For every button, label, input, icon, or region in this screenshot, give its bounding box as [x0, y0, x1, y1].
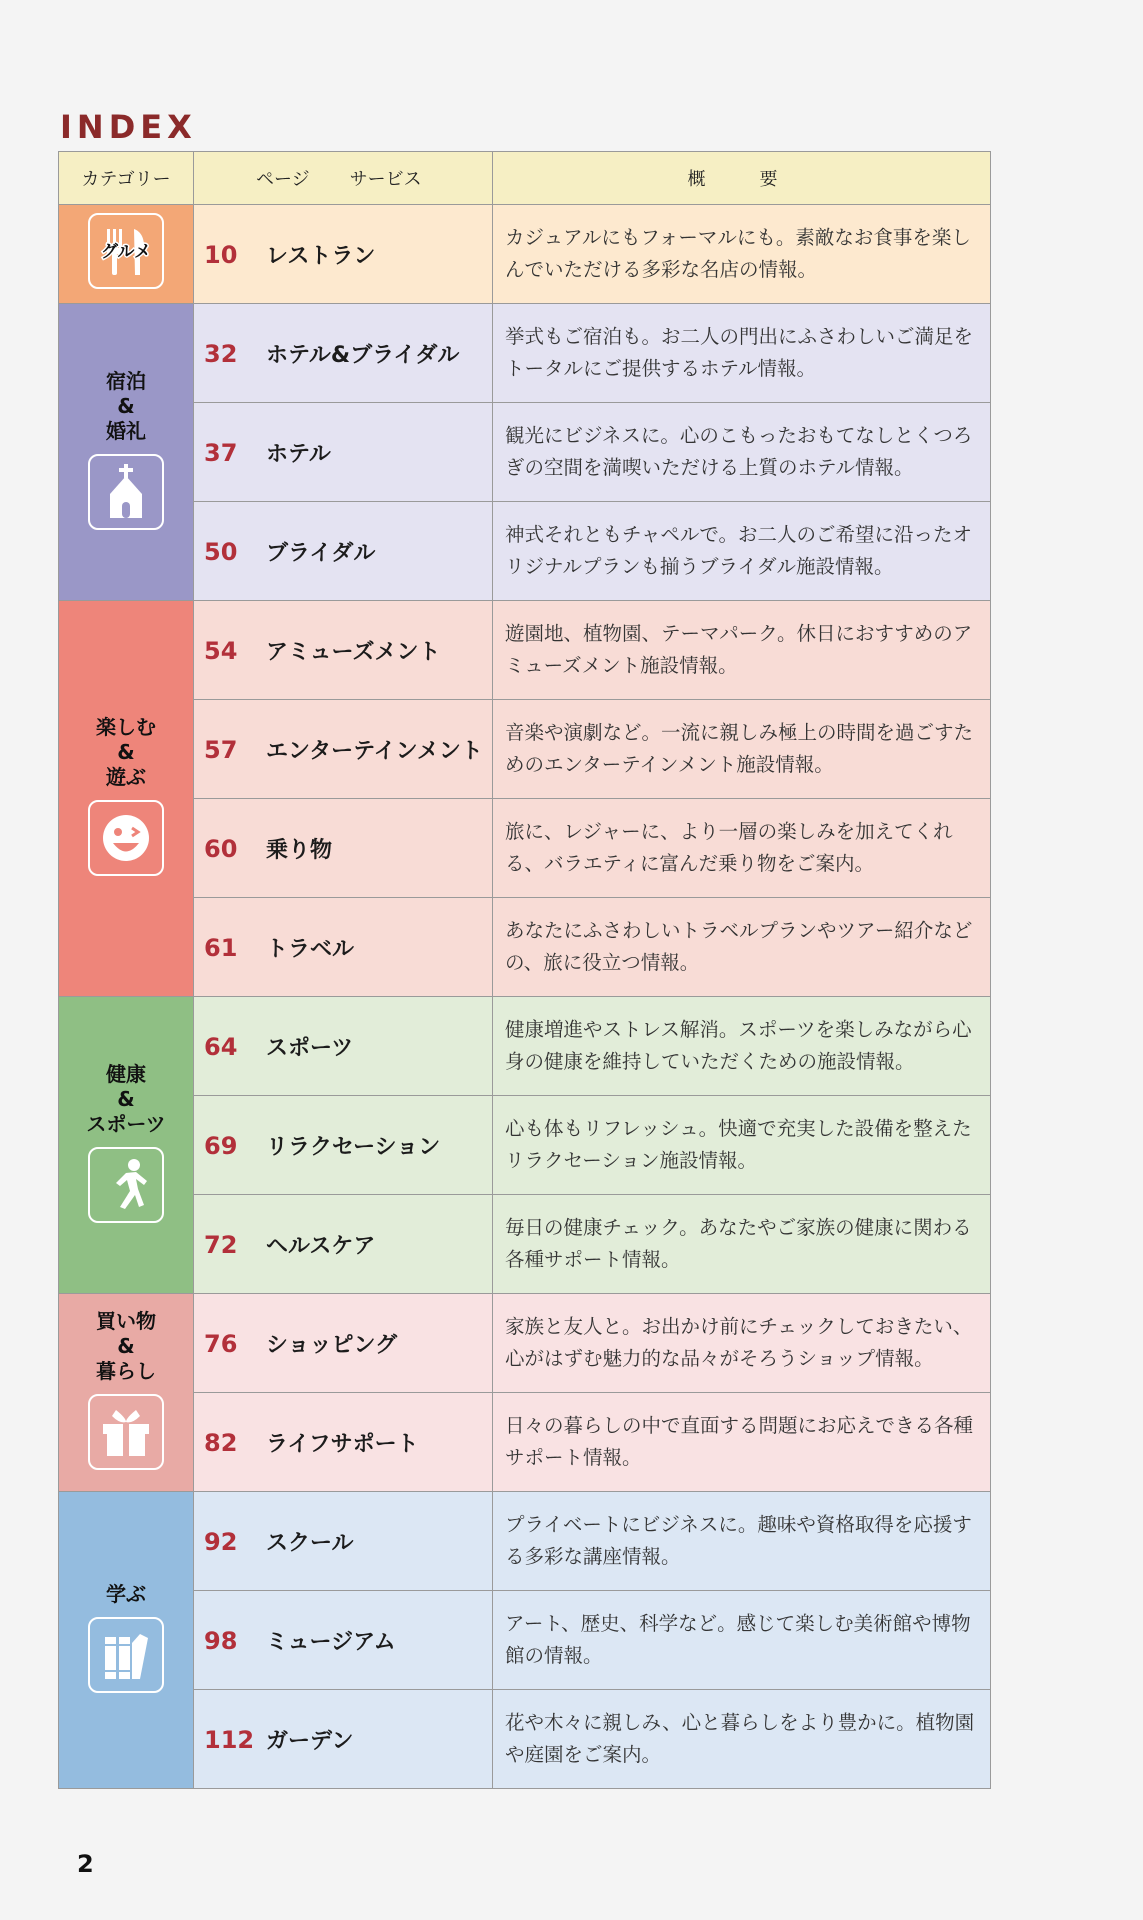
page-number-cell: 69 — [204, 1131, 238, 1160]
description-cell: 神式それともチャペルで。お二人のご希望に沿ったオリジナルプランも揃うブライダル施設情報。 — [493, 502, 991, 601]
category-label: 健康 & スポーツ — [86, 1061, 166, 1136]
service-cell — [194, 898, 493, 997]
description-cell: あなたにふさわしいトラベルプランやツアー紹介などの、旅に役立つ情報。 — [493, 898, 991, 997]
service-cell — [194, 1393, 493, 1492]
table-row — [59, 700, 991, 799]
table-row — [59, 1294, 991, 1393]
description-cell: アート、歴史、科学など。感じて楽しむ美術館や博物館の情報。 — [493, 1591, 991, 1690]
table-row — [59, 1096, 991, 1195]
page-number-cell: 37 — [204, 438, 238, 467]
service-name: 乗り物 — [266, 837, 333, 863]
header-page-service — [194, 152, 493, 205]
page-number-cell: 64 — [204, 1032, 238, 1061]
table-row — [59, 1393, 991, 1492]
category-label: 楽しむ & 遊ぶ — [96, 715, 156, 789]
table-row — [59, 997, 991, 1096]
description-cell: 花や木々に親しみ、心と暮らしをより豊かに。植物園や庭園をご案内。 — [493, 1690, 991, 1789]
service-cell — [194, 502, 493, 601]
page-number-cell: 10 — [204, 240, 238, 269]
index-table — [58, 151, 991, 1789]
service-name: ヘルスケア — [266, 1233, 376, 1259]
service-name: スポーツ — [266, 1035, 354, 1061]
table-row — [59, 799, 991, 898]
page-title: INDEX — [60, 108, 197, 146]
service-cell — [194, 304, 493, 403]
table-header — [59, 152, 991, 205]
page-number-cell: 61 — [204, 933, 238, 962]
table-row — [59, 403, 991, 502]
service-cell — [194, 403, 493, 502]
category-label: 買い物 & 暮らし — [96, 1309, 156, 1383]
description-cell: 挙式もご宿泊も。お二人の門出にふさわしいご満足をトータルにご提供するホテル情報。 — [493, 304, 991, 403]
table-row — [59, 898, 991, 997]
description-cell: カジュアルにもフォーマルにも。素敵なお食事を楽しんでいただける多彩な名店の情報。 — [493, 205, 991, 304]
service-name: ブライダル — [266, 540, 376, 566]
service-name: エンターテインメント — [266, 738, 483, 764]
service-cell — [194, 205, 493, 304]
service-cell — [194, 1492, 493, 1591]
page-number-cell: 57 — [204, 735, 238, 764]
service-name: ライフサポート — [266, 1431, 419, 1457]
service-name: ホテル — [266, 441, 331, 467]
category-cell — [59, 997, 194, 1294]
service-name: ホテル&ブライダル — [266, 342, 460, 368]
gift-box-icon — [88, 1394, 164, 1470]
category-cell — [59, 1492, 194, 1789]
table-row — [59, 1195, 991, 1294]
category-label: 宿泊 & 婚礼 — [106, 368, 146, 443]
service-name: レストラン — [266, 243, 376, 269]
books-icon — [88, 1617, 164, 1693]
page-number-cell: 82 — [204, 1428, 238, 1457]
description-cell: 毎日の健康チェック。あなたやご家族の健康に関わる各種サポート情報。 — [493, 1195, 991, 1294]
svg-text:グルメ: グルメ — [101, 242, 151, 262]
category-cell — [59, 205, 194, 304]
service-cell — [194, 997, 493, 1096]
description-cell: 心も体もリフレッシュ。快適で充実した設備を整えたリラクセーション施設情報。 — [493, 1096, 991, 1195]
service-name: ガーデン — [266, 1728, 354, 1754]
header-page: ページ — [256, 169, 310, 190]
page-number-cell: 60 — [204, 834, 238, 863]
table-body — [59, 205, 991, 1789]
header-service: サービス — [349, 169, 422, 190]
running-person-icon — [88, 1147, 164, 1223]
page-number-cell: 50 — [204, 537, 238, 566]
page-number-cell: 112 — [204, 1725, 255, 1754]
table-row — [59, 1492, 991, 1591]
service-name: スクール — [266, 1530, 354, 1556]
description-cell: 遊園地、植物園、テーマパーク。休日におすすめのアミューズメント施設情報。 — [493, 601, 991, 700]
service-name: ミュージアム — [266, 1629, 396, 1655]
service-cell — [194, 1591, 493, 1690]
category-cell — [59, 304, 194, 601]
description-cell: 家族と友人と。お出かけ前にチェックしておきたい、心がはずむ魅力的な品々がそろうショップ情報。 — [493, 1294, 991, 1393]
table-row — [59, 304, 991, 403]
table-row — [59, 502, 991, 601]
header-category: カテゴリー — [59, 152, 194, 205]
page-number-cell: 32 — [204, 339, 238, 368]
category-cell — [59, 601, 194, 997]
table-row — [59, 1690, 991, 1789]
cutlery-icon — [88, 213, 164, 289]
description-cell: 日々の暮らしの中で直面する問題にお応えできる各種サポート情報。 — [493, 1393, 991, 1492]
category-cell — [59, 1294, 194, 1492]
description-cell: 旅に、レジャーに、より一層の楽しみを加えてくれる、バラエティに富んだ乗り物をご案内。 — [493, 799, 991, 898]
header-summary: 概 要 — [493, 152, 991, 205]
description-cell: プライベートにビジネスに。趣味や資格取得を応援する多彩な講座情報。 — [493, 1492, 991, 1591]
table-row — [59, 601, 991, 700]
category-label: 学ぶ — [106, 1581, 146, 1606]
page-number-cell: 98 — [204, 1626, 238, 1655]
description-cell: 音楽や演劇など。一流に親しみ極上の時間を過ごすためのエンターテインメント施設情報。 — [493, 700, 991, 799]
service-cell — [194, 1195, 493, 1294]
table-row — [59, 205, 991, 304]
page-number-cell: 72 — [204, 1230, 238, 1259]
service-cell — [194, 1096, 493, 1195]
description-cell: 観光にビジネスに。心のこもったおもてなしとくつろぎの空間を満喫いただける上質のホテル情報。 — [493, 403, 991, 502]
service-name: アミューズメント — [266, 639, 441, 665]
page-number-cell: 92 — [204, 1527, 238, 1556]
page-number: 2 — [77, 1850, 94, 1878]
service-name: ショッピング — [266, 1332, 398, 1358]
page-number-cell: 76 — [204, 1329, 238, 1358]
service-name: リラクセーション — [266, 1134, 441, 1160]
service-cell — [194, 601, 493, 700]
service-cell — [194, 700, 493, 799]
service-cell — [194, 1690, 493, 1789]
table-row — [59, 1591, 991, 1690]
wink-face-icon — [88, 800, 164, 876]
service-cell — [194, 1294, 493, 1393]
page-number-cell: 54 — [204, 636, 238, 665]
service-name: トラベル — [266, 936, 355, 962]
chapel-icon — [88, 454, 164, 530]
description-cell: 健康増進やストレス解消。スポーツを楽しみながら心身の健康を維持していただくための施設情報。 — [493, 997, 991, 1096]
service-cell — [194, 799, 493, 898]
